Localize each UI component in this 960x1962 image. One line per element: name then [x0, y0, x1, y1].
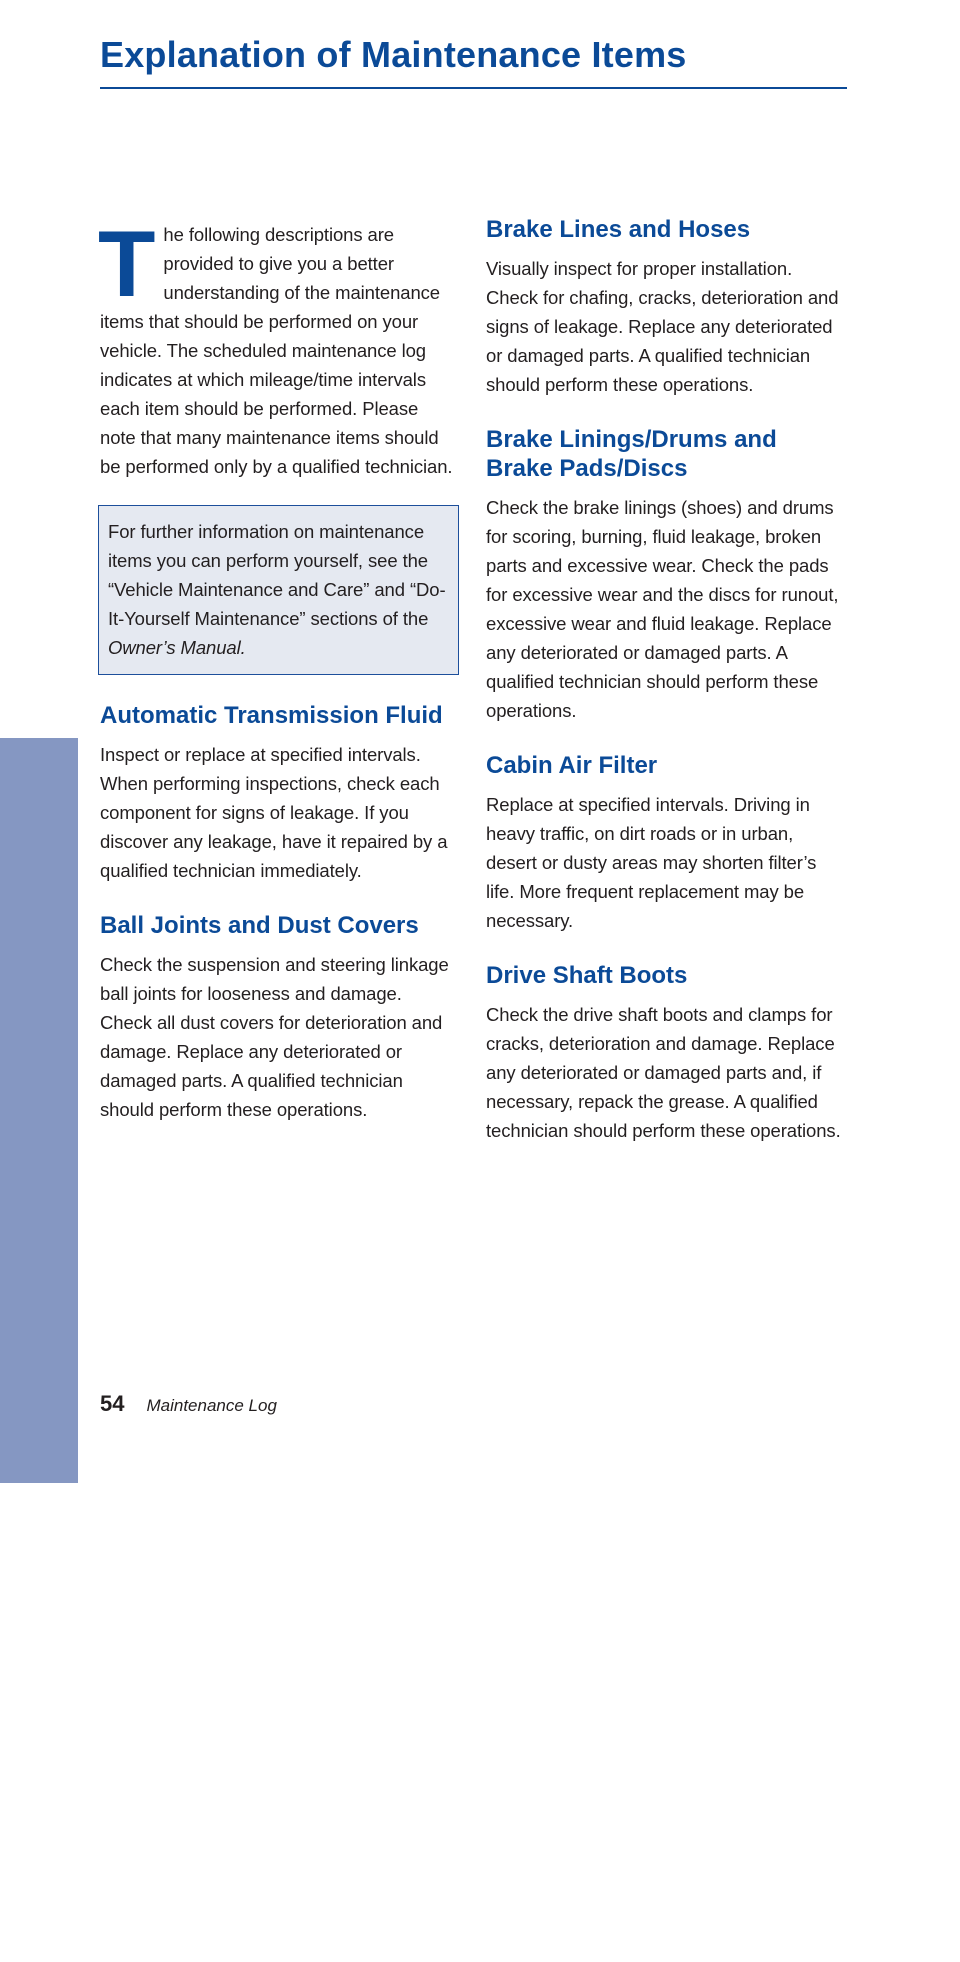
- title-divider: [100, 87, 847, 89]
- left-column: [98, 211, 458, 1124]
- page-footer: [100, 1391, 277, 1417]
- note-box: [98, 505, 459, 675]
- section-body: Replace at specified intervals. Driving in heavy traffic, on dirt roads or in urban, desert or dusty areas may shorten filter’s life. More frequent replacement may be necessary.: [486, 794, 817, 931]
- section-heading: Ball Joints and Dust Covers: [100, 912, 419, 939]
- page-title: Explanation of Maintenance Items: [100, 34, 687, 75]
- section-tab-label: MAINTENANCE: [23, 1729, 54, 1962]
- intro-text: he following descriptions are provided to give you a better understanding of the maintenance items that should be performed on your vehicle. The scheduled maintenance log indicates at which mileage/time intervals each item should be performed. Please note that many maintenance items should be performed only by a qualified technician.: [100, 224, 453, 477]
- drop-cap: T: [98, 211, 156, 316]
- section-body: Visually inspect for proper installation. Check for chafing, cracks, deterioration and signs of leakage. Replace any deteriorated or damaged parts. A qualified technician should perform these operations.: [486, 258, 839, 395]
- page-number: 54: [100, 1391, 125, 1416]
- section-heading: Drive Shaft Boots: [486, 962, 688, 989]
- section-heading: Brake Lines and Hoses: [486, 216, 751, 243]
- footer-label: Maintenance Log: [146, 1396, 277, 1415]
- section-body: Check the drive shaft boots and clamps for cracks, deterioration and damage. Replace any deteriorated or damaged parts and, if necessary, repack the grease. A qualified technician should perform these operations.: [486, 1004, 841, 1141]
- section-body: Inspect or replace at specified intervals. When performing inspections, check each component for signs of leakage. If you discover any leakage, have it repaired by a qualified technician immediately.: [100, 744, 448, 881]
- section-tab: [0, 738, 78, 1962]
- section-body: Check the brake linings (shoes) and drums for scoring, burning, fluid leakage, broken parts and excessive wear. Check the pads for excessive wear and the discs for runout, excessive wear and fluid leakage. Replace any deteriorated or damaged parts. A qualified technician should perform these operations.: [486, 497, 839, 721]
- section-body: Check the suspension and steering linkage ball joints for looseness and damage. Check all dust covers for deterioration and damage. Replace any deteriorated or damaged parts. A qualified technician should perform these operations.: [100, 954, 449, 1120]
- section-heading: Cabin Air Filter: [486, 752, 658, 779]
- section-drive-shaft-boots: [486, 961, 848, 1145]
- note-text-main: For further information on maintenance items you can perform yourself, see the “Vehicle Maintenance and Care” and “Do-It-Yourself Maintenance” sections of the: [108, 521, 446, 629]
- section-heading: Brake Linings/Drums and Brake Pads/Discs: [486, 426, 777, 482]
- section-brake-linings-pads: [486, 425, 848, 725]
- right-column: [486, 215, 848, 1145]
- section-heading: Automatic Transmission Fluid: [100, 702, 443, 729]
- section-brake-lines-hoses: [486, 215, 848, 399]
- intro-paragraph: [98, 211, 458, 481]
- note-text: [108, 517, 450, 662]
- section-ball-joints-dust-covers: [100, 911, 458, 1124]
- section-cabin-air-filter: [486, 751, 848, 935]
- owners-manual-reference: Owner’s Manual.: [108, 637, 246, 658]
- section-automatic-transmission-fluid: [100, 701, 458, 885]
